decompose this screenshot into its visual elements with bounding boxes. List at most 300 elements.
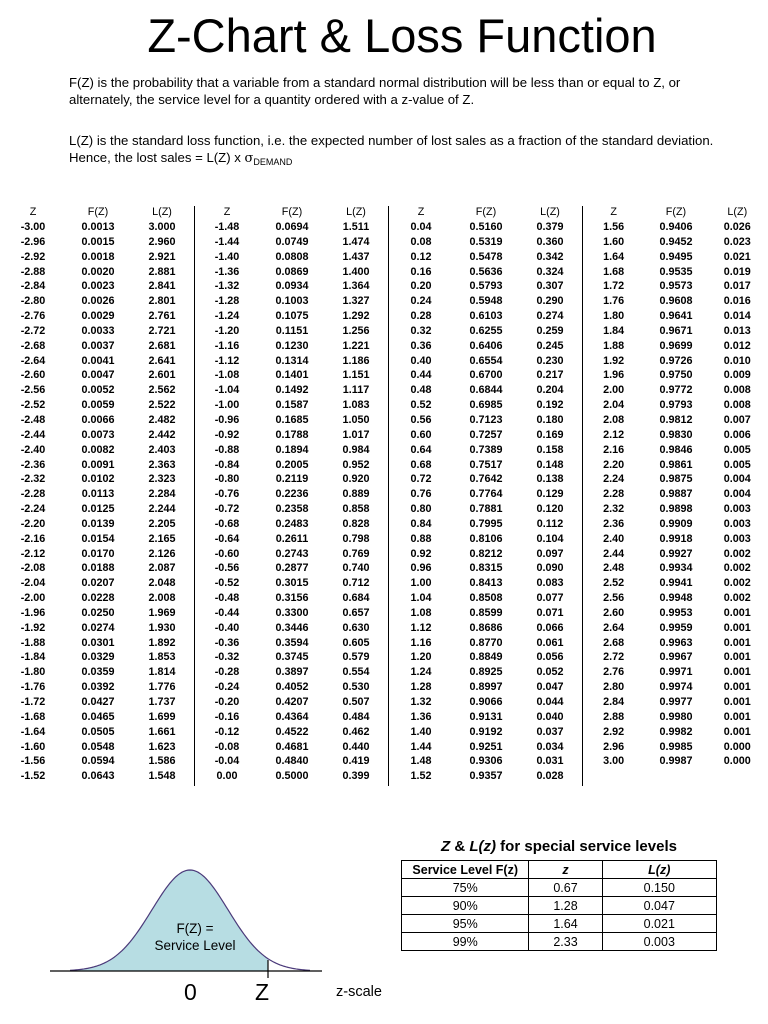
fz-value: 0.1401 bbox=[275, 369, 309, 382]
z-value: 1.36 bbox=[410, 710, 432, 723]
fz-value: 0.9406 bbox=[659, 221, 693, 233]
z-value: -0.32 bbox=[214, 651, 240, 664]
lz-value: 1.814 bbox=[148, 666, 176, 679]
lz-value: 0.006 bbox=[723, 428, 751, 441]
z-value: -1.84 bbox=[20, 651, 46, 664]
lz-value: 1.083 bbox=[342, 399, 370, 412]
lz-value: 2.323 bbox=[148, 473, 176, 486]
service-level-cell: 99% bbox=[402, 933, 529, 951]
lz-value: 2.522 bbox=[148, 399, 176, 412]
table-row bbox=[194, 443, 388, 458]
z-cell: 1.28 bbox=[529, 897, 602, 915]
table-row bbox=[0, 710, 194, 725]
fz-value: 0.9971 bbox=[659, 666, 693, 679]
lz-value: 0.003 bbox=[723, 517, 751, 530]
table-row bbox=[194, 725, 388, 740]
z-value: 0.08 bbox=[410, 235, 432, 248]
table-row bbox=[194, 339, 388, 354]
z-value: -3.00 bbox=[20, 221, 46, 233]
table-row bbox=[0, 576, 194, 591]
z-value: 1.44 bbox=[410, 740, 432, 753]
lz-value: 0.148 bbox=[536, 458, 564, 471]
lz-cell: 0.047 bbox=[602, 897, 716, 915]
table-row bbox=[582, 591, 768, 606]
bell-label-line1: F(Z) = bbox=[176, 921, 214, 936]
z-value: 2.64 bbox=[603, 621, 625, 634]
fz-value: 0.9535 bbox=[659, 265, 693, 278]
table-row bbox=[194, 665, 388, 680]
lz-value: 0.016 bbox=[723, 295, 751, 308]
lz-value: 0.138 bbox=[536, 473, 564, 486]
table-row bbox=[582, 265, 768, 280]
table-row bbox=[0, 561, 194, 576]
z-value: 0.48 bbox=[410, 384, 432, 397]
lz-value: 2.126 bbox=[148, 547, 176, 560]
z-value: -0.72 bbox=[214, 503, 240, 516]
z-table-header bbox=[582, 205, 768, 220]
fz-value: 0.9793 bbox=[659, 399, 693, 412]
z-value: -1.24 bbox=[214, 310, 240, 323]
table-row bbox=[194, 547, 388, 562]
table-row bbox=[0, 636, 194, 651]
lz-value: 0.002 bbox=[723, 592, 751, 605]
z-value: 2.60 bbox=[603, 606, 625, 619]
fz-value: 0.9251 bbox=[469, 740, 503, 753]
fz-value: 0.0125 bbox=[81, 503, 115, 516]
fz-value: 0.9918 bbox=[659, 532, 693, 545]
z-value: -0.52 bbox=[214, 577, 240, 590]
fz-value: 0.0018 bbox=[81, 250, 115, 263]
z-value: -1.72 bbox=[20, 696, 46, 708]
table-row bbox=[582, 428, 768, 443]
table-row bbox=[0, 754, 194, 769]
fz-value: 0.0066 bbox=[81, 413, 115, 426]
lz-value: 0.000 bbox=[723, 740, 751, 753]
fz-value: 0.9608 bbox=[659, 295, 693, 308]
z-value: 1.52 bbox=[410, 770, 432, 783]
z-value: 2.40 bbox=[603, 532, 625, 545]
service-level-cell: 75% bbox=[402, 879, 529, 897]
table-row bbox=[0, 769, 194, 784]
z-value: -2.72 bbox=[20, 324, 46, 337]
fz-value: 0.0505 bbox=[81, 725, 115, 738]
lz-value: 0.507 bbox=[342, 696, 370, 708]
lz-value: 0.001 bbox=[723, 621, 751, 634]
lz-value: 1.853 bbox=[148, 651, 176, 664]
z-value: 2.80 bbox=[603, 681, 625, 694]
table-row bbox=[388, 591, 582, 606]
lz-value: 0.712 bbox=[342, 577, 370, 590]
z-cell: 0.67 bbox=[529, 879, 602, 897]
table-row bbox=[194, 636, 388, 651]
table-row bbox=[582, 472, 768, 487]
header-lz: L(Z) bbox=[346, 206, 366, 218]
z-value: 0.72 bbox=[410, 473, 432, 486]
table-row bbox=[388, 235, 582, 250]
lz-value: 1.930 bbox=[148, 621, 176, 634]
table-row bbox=[388, 354, 582, 369]
fz-value: 0.8212 bbox=[469, 547, 503, 560]
lz-value: 2.284 bbox=[148, 488, 176, 501]
lz-value: 1.151 bbox=[342, 369, 370, 382]
z-value: 2.00 bbox=[603, 384, 625, 397]
lz-value: 1.256 bbox=[342, 324, 370, 337]
table-row bbox=[388, 621, 582, 636]
fz-value: 0.1587 bbox=[275, 399, 309, 412]
special-service-levels bbox=[401, 836, 717, 951]
z-value: -0.96 bbox=[214, 413, 240, 426]
fz-value: 0.5948 bbox=[469, 295, 503, 308]
header-z: Z bbox=[223, 206, 231, 218]
z-value: 0.20 bbox=[410, 280, 432, 293]
table-row bbox=[0, 443, 194, 458]
fz-value: 0.0041 bbox=[81, 354, 115, 367]
lz-value: 2.721 bbox=[148, 324, 176, 337]
fz-value: 0.9875 bbox=[659, 473, 693, 486]
z-value: 2.36 bbox=[603, 517, 625, 530]
lz-value: 0.858 bbox=[342, 503, 370, 516]
fz-value: 0.9641 bbox=[659, 310, 693, 323]
z-value: -1.80 bbox=[20, 666, 46, 679]
table-row bbox=[582, 665, 768, 680]
fz-value: 0.0301 bbox=[81, 636, 115, 649]
table-row bbox=[194, 680, 388, 695]
lz-value: 0.000 bbox=[723, 755, 751, 768]
table-row bbox=[194, 695, 388, 710]
z-value: 0.12 bbox=[410, 250, 432, 263]
fz-value: 0.0808 bbox=[275, 250, 309, 263]
table-row bbox=[582, 517, 768, 532]
header-fz: F(Z) bbox=[281, 206, 303, 218]
z-value: 0.52 bbox=[410, 399, 432, 412]
lz-value: 0.192 bbox=[536, 399, 564, 412]
lz-value: 0.379 bbox=[536, 221, 564, 233]
z-chart-table bbox=[0, 205, 768, 789]
z-cell: 2.33 bbox=[529, 933, 602, 951]
lz-value: 0.920 bbox=[342, 473, 370, 486]
table-row bbox=[0, 740, 194, 755]
lz-value: 1.327 bbox=[342, 295, 370, 308]
fz-value: 0.0047 bbox=[81, 369, 115, 382]
lz-value: 0.001 bbox=[723, 636, 751, 649]
z-value: -0.04 bbox=[214, 755, 240, 768]
table-row bbox=[0, 368, 194, 383]
z-value: 0.96 bbox=[410, 562, 432, 575]
z-value: -2.56 bbox=[20, 384, 46, 397]
table-row bbox=[0, 324, 194, 339]
z-value: -1.16 bbox=[214, 339, 240, 352]
z-value: -0.76 bbox=[214, 488, 240, 501]
lz-value: 2.205 bbox=[148, 517, 176, 530]
z-value: 0.88 bbox=[410, 532, 432, 545]
fz-value: 0.9982 bbox=[659, 725, 693, 738]
fz-value: 0.8599 bbox=[469, 606, 503, 619]
z-value: 1.00 bbox=[410, 577, 432, 590]
fz-value: 0.6985 bbox=[469, 399, 503, 412]
table-row bbox=[388, 517, 582, 532]
fz-value: 0.0207 bbox=[81, 577, 115, 590]
fz-value: 0.0643 bbox=[81, 770, 115, 783]
lz-value: 2.761 bbox=[148, 310, 176, 323]
z-value: -0.84 bbox=[214, 458, 240, 471]
table-row bbox=[402, 915, 717, 933]
z-scale-label: z-scale bbox=[336, 984, 382, 1000]
table-row bbox=[0, 458, 194, 473]
z-value: 0.04 bbox=[410, 221, 432, 233]
z-value: -1.68 bbox=[20, 710, 46, 723]
fz-value: 0.8413 bbox=[469, 577, 503, 590]
lz-value: 2.641 bbox=[148, 354, 176, 367]
fz-value: 0.9357 bbox=[469, 770, 503, 783]
lz-value: 0.083 bbox=[536, 577, 564, 590]
fz-value: 0.9941 bbox=[659, 577, 693, 590]
table-row bbox=[0, 235, 194, 250]
z-value: -2.48 bbox=[20, 413, 46, 426]
z-value: -2.32 bbox=[20, 473, 46, 486]
special-table-header-row bbox=[402, 861, 717, 879]
z-value: -2.52 bbox=[20, 399, 46, 412]
lz-value: 2.881 bbox=[148, 265, 176, 278]
z-value: 2.04 bbox=[603, 399, 625, 412]
table-row bbox=[0, 695, 194, 710]
fz-value: 0.3594 bbox=[275, 636, 309, 649]
z-value: -0.12 bbox=[214, 725, 240, 738]
table-row bbox=[388, 487, 582, 502]
table-row bbox=[194, 576, 388, 591]
z-value: 2.96 bbox=[603, 740, 625, 753]
z-value: -1.48 bbox=[214, 221, 240, 233]
z-value: 2.08 bbox=[603, 413, 625, 426]
fz-value: 0.0934 bbox=[275, 280, 309, 293]
z-value: -2.36 bbox=[20, 458, 46, 471]
table-row bbox=[582, 740, 768, 755]
table-row bbox=[388, 428, 582, 443]
fz-value: 0.0029 bbox=[81, 310, 115, 323]
table-row bbox=[582, 754, 768, 769]
lz-value: 0.230 bbox=[536, 354, 564, 367]
fz-value: 0.0427 bbox=[81, 696, 115, 708]
table-row bbox=[582, 235, 768, 250]
fz-value: 0.1894 bbox=[275, 443, 309, 456]
lz-value: 1.969 bbox=[148, 606, 176, 619]
z-value: 1.04 bbox=[410, 592, 432, 605]
z-value: -0.20 bbox=[214, 696, 240, 708]
table-row bbox=[388, 250, 582, 265]
z-value: 1.76 bbox=[603, 295, 625, 308]
z-value: -2.20 bbox=[20, 517, 46, 530]
lz-value: 0.071 bbox=[536, 606, 564, 619]
fz-value: 0.9980 bbox=[659, 710, 693, 723]
table-row bbox=[582, 413, 768, 428]
fz-value: 0.0073 bbox=[81, 428, 115, 441]
lz-value: 0.001 bbox=[723, 651, 751, 664]
lz-value: 2.244 bbox=[148, 503, 176, 516]
lz-value: 0.004 bbox=[723, 488, 751, 501]
fz-value: 0.1075 bbox=[275, 310, 309, 323]
header-service-level: Service Level F(z) bbox=[402, 861, 529, 879]
header-lz: L(Z) bbox=[727, 206, 748, 218]
table-row bbox=[582, 368, 768, 383]
lz-value: 0.952 bbox=[342, 458, 370, 471]
title-lz: L(z) bbox=[469, 838, 497, 855]
table-row bbox=[388, 324, 582, 339]
z-value: 1.92 bbox=[603, 354, 625, 367]
header-fz: F(Z) bbox=[665, 206, 687, 218]
lz-value: 0.769 bbox=[342, 547, 370, 560]
lz-cell: 0.021 bbox=[602, 915, 716, 933]
table-row bbox=[194, 754, 388, 769]
fz-value: 0.9953 bbox=[659, 606, 693, 619]
fz-value: 0.0059 bbox=[81, 399, 115, 412]
lz-value: 0.605 bbox=[342, 636, 370, 649]
z-value: 1.64 bbox=[603, 250, 625, 263]
lz-value: 0.090 bbox=[536, 562, 564, 575]
fz-value: 0.5478 bbox=[469, 250, 503, 263]
table-row bbox=[194, 769, 388, 784]
table-row bbox=[194, 502, 388, 517]
z-value: 1.80 bbox=[603, 310, 625, 323]
table-row bbox=[194, 368, 388, 383]
z-value: -2.76 bbox=[20, 310, 46, 323]
table-row bbox=[194, 591, 388, 606]
lz-value: 0.259 bbox=[536, 324, 564, 337]
lz-value: 2.442 bbox=[148, 428, 176, 441]
lz-value: 2.601 bbox=[148, 369, 176, 382]
lz-cell: 0.150 bbox=[602, 879, 716, 897]
table-row bbox=[388, 665, 582, 680]
z-value: -1.96 bbox=[20, 606, 46, 619]
lz-value: 0.005 bbox=[723, 458, 751, 471]
fz-value: 0.0869 bbox=[275, 265, 309, 278]
fz-value: 0.5160 bbox=[469, 221, 503, 233]
fz-value: 0.9898 bbox=[659, 503, 693, 516]
lz-value: 0.798 bbox=[342, 532, 370, 545]
z-value: 0.92 bbox=[410, 547, 432, 560]
z-value: 1.40 bbox=[410, 725, 432, 738]
z-value: -2.88 bbox=[20, 265, 46, 278]
fz-value: 0.8106 bbox=[469, 532, 503, 545]
lz-value: 1.776 bbox=[148, 681, 176, 694]
fz-value: 0.0015 bbox=[81, 235, 115, 248]
lz-value: 0.120 bbox=[536, 503, 564, 516]
table-row bbox=[194, 606, 388, 621]
z-value: -0.60 bbox=[214, 547, 240, 560]
fz-value: 0.0594 bbox=[81, 755, 115, 768]
table-row bbox=[388, 636, 582, 651]
table-row bbox=[194, 309, 388, 324]
z-value: -1.52 bbox=[20, 770, 46, 783]
table-row bbox=[194, 383, 388, 398]
lz-value: 0.002 bbox=[723, 547, 751, 560]
table-row bbox=[582, 309, 768, 324]
z-value: -1.36 bbox=[214, 265, 240, 278]
lz-value: 0.037 bbox=[536, 725, 564, 738]
table-row bbox=[194, 487, 388, 502]
fz-value: 0.2005 bbox=[275, 458, 309, 471]
z-value: -1.04 bbox=[214, 384, 240, 397]
fz-value: 0.0749 bbox=[275, 235, 309, 248]
fz-value: 0.1003 bbox=[275, 295, 309, 308]
z-value: 0.40 bbox=[410, 354, 432, 367]
table-row bbox=[0, 294, 194, 309]
table-row bbox=[194, 472, 388, 487]
lz-value: 0.023 bbox=[723, 235, 751, 248]
lz-description bbox=[69, 132, 729, 171]
lz-value: 2.403 bbox=[148, 443, 176, 456]
z-value: -0.28 bbox=[214, 666, 240, 679]
lz-value: 0.061 bbox=[536, 636, 564, 649]
fz-value: 0.1492 bbox=[275, 384, 309, 397]
service-level-cell: 95% bbox=[402, 915, 529, 933]
lz-value: 1.623 bbox=[148, 740, 176, 753]
z-value: -1.32 bbox=[214, 280, 240, 293]
fz-value: 0.9948 bbox=[659, 592, 693, 605]
z-value: -0.80 bbox=[214, 473, 240, 486]
lz-value: 0.554 bbox=[342, 666, 370, 679]
table-row bbox=[388, 472, 582, 487]
z-value: -0.24 bbox=[214, 681, 240, 694]
table-row bbox=[0, 354, 194, 369]
table-row bbox=[0, 621, 194, 636]
table-row bbox=[388, 710, 582, 725]
bell-curve-label bbox=[150, 920, 240, 954]
lz-value: 2.562 bbox=[148, 384, 176, 397]
fz-value: 0.0033 bbox=[81, 324, 115, 337]
z-value: -1.44 bbox=[214, 235, 240, 248]
table-row bbox=[388, 220, 582, 235]
fz-value: 0.3446 bbox=[275, 621, 309, 634]
fz-value: 0.5636 bbox=[469, 265, 503, 278]
fz-value: 0.2743 bbox=[275, 547, 309, 560]
fz-value: 0.7517 bbox=[469, 458, 503, 471]
z-value: -1.60 bbox=[20, 740, 46, 753]
lz-value: 2.921 bbox=[148, 250, 176, 263]
z-value: 2.48 bbox=[603, 562, 625, 575]
z-value: 1.68 bbox=[603, 265, 625, 278]
lz-value: 0.290 bbox=[536, 295, 564, 308]
table-row bbox=[388, 443, 582, 458]
table-row bbox=[388, 279, 582, 294]
lz-value: 0.005 bbox=[723, 443, 751, 456]
fz-value: 0.9131 bbox=[469, 710, 503, 723]
lz-value: 0.129 bbox=[536, 488, 564, 501]
lz-value: 0.003 bbox=[723, 503, 751, 516]
table-row bbox=[194, 220, 388, 235]
lz-value: 0.399 bbox=[342, 770, 370, 783]
fz-value: 0.3015 bbox=[275, 577, 309, 590]
fz-value: 0.0170 bbox=[81, 547, 115, 560]
lz-cell: 0.003 bbox=[602, 933, 716, 951]
fz-value: 0.0113 bbox=[81, 488, 115, 501]
lz-value: 0.419 bbox=[342, 755, 370, 768]
service-level-cell: 90% bbox=[402, 897, 529, 915]
z-value: 2.24 bbox=[603, 473, 625, 486]
fz-value: 0.9066 bbox=[469, 696, 503, 708]
table-row bbox=[194, 517, 388, 532]
z-table-block-4 bbox=[582, 205, 768, 789]
lz-value: 1.292 bbox=[342, 310, 370, 323]
table-row bbox=[388, 740, 582, 755]
z-value: 2.84 bbox=[603, 696, 625, 708]
table-row bbox=[402, 879, 717, 897]
lz-value: 1.586 bbox=[148, 755, 176, 768]
z-value: -2.04 bbox=[20, 577, 46, 590]
lz-value: 1.699 bbox=[148, 710, 176, 723]
lz-value: 2.048 bbox=[148, 577, 176, 590]
table-row bbox=[0, 517, 194, 532]
demand-subscript: DEMAND bbox=[253, 157, 293, 167]
z-value: 2.16 bbox=[603, 443, 625, 456]
